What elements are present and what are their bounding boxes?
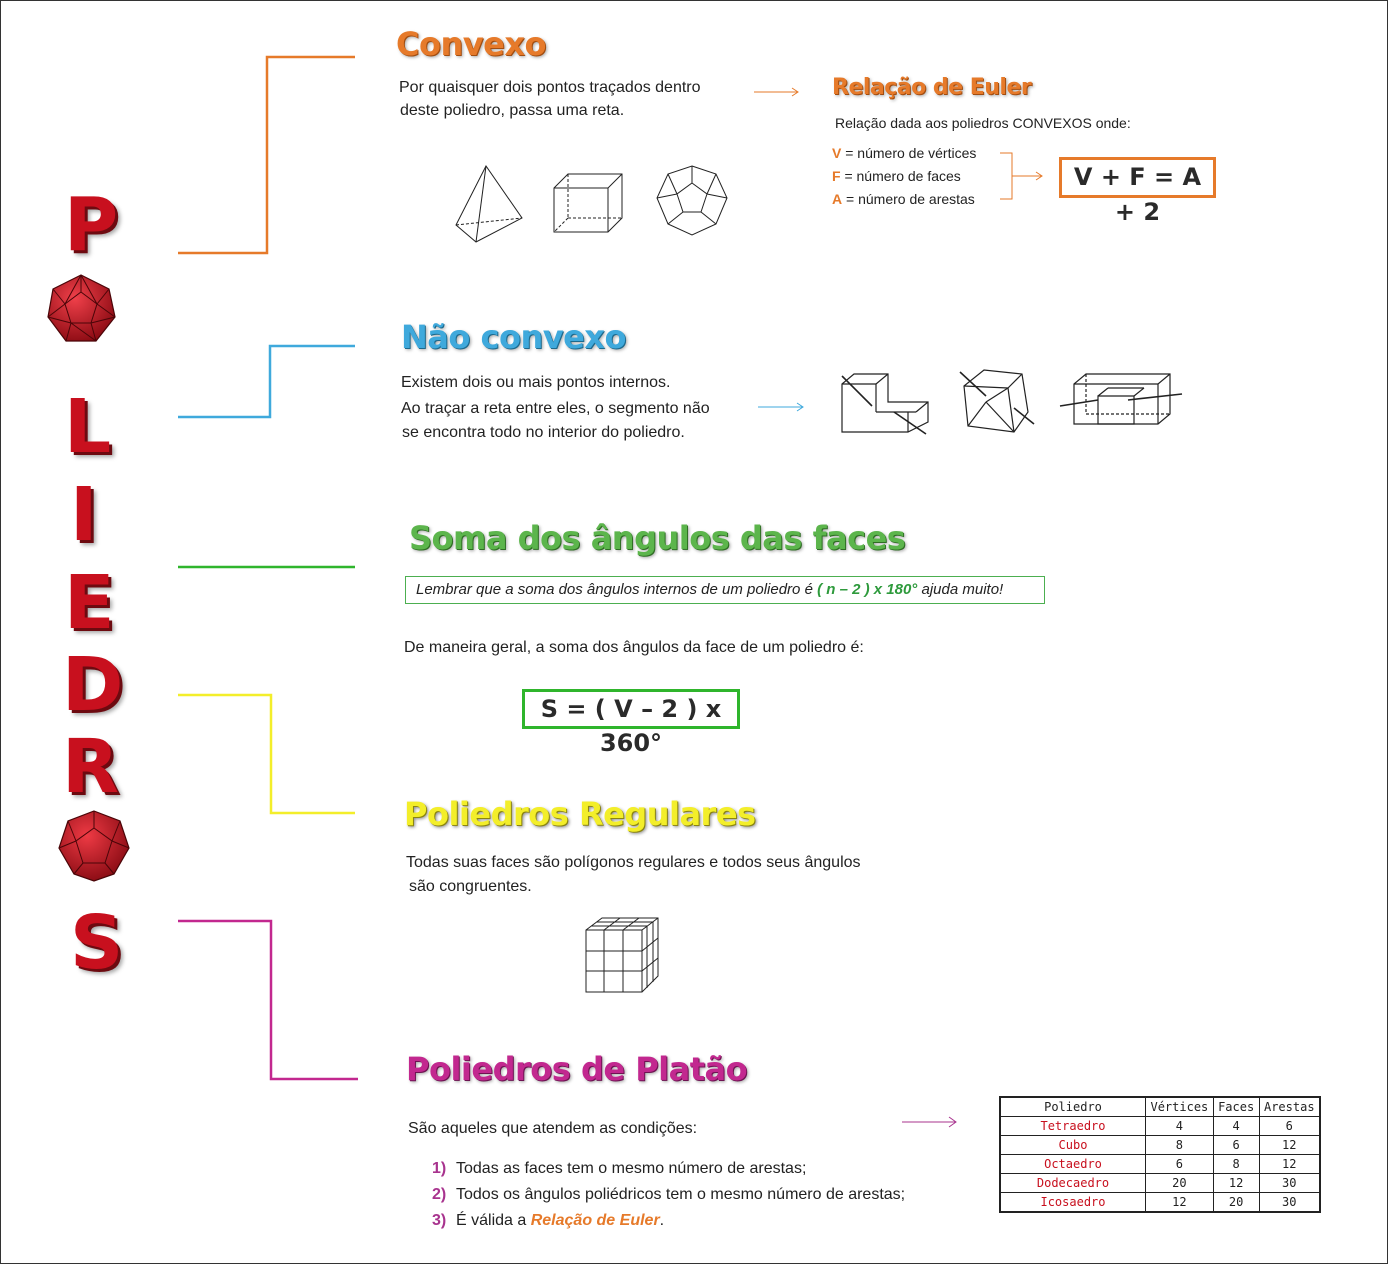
pyramid-icon (456, 166, 522, 242)
table-cell: Icosaedro (1000, 1193, 1146, 1213)
euler-var-f (832, 164, 961, 188)
euler-var-desc: = número de arestas (846, 191, 975, 207)
connector-regulares (178, 695, 355, 813)
dodecahedron-icon (657, 166, 727, 235)
table-row (1000, 1193, 1320, 1213)
regulares-text-line2: são congruentes. (409, 878, 532, 895)
platao-condition-3 (432, 1209, 664, 1233)
arrow-platao-table (902, 1117, 956, 1127)
table-cell: 6 (1213, 1136, 1259, 1155)
table-cell: Dodecaedro (1000, 1174, 1146, 1193)
table-cell: 30 (1259, 1193, 1320, 1213)
condition-number: 2) (432, 1186, 447, 1203)
platao-title: Poliedros de Platão (406, 1050, 748, 1088)
euler-var-letter: A (832, 191, 843, 207)
platonic-solids-table (999, 1096, 1321, 1213)
table-cell: 12 (1259, 1136, 1320, 1155)
table-cell: 12 (1259, 1155, 1320, 1174)
regulares-text-line1: Todas suas faces são polígonos regulares e todos seus ângulos (406, 854, 861, 871)
table-row (1000, 1117, 1320, 1136)
table-cell: 4 (1213, 1117, 1259, 1136)
soma-text: De maneira geral, a soma dos ângulos da face de um poliedro é: (404, 639, 864, 656)
condition-highlight: Relação de Euler (530, 1212, 660, 1229)
non-convex-solids-illustration (836, 362, 1188, 442)
arrow-convexo-euler (754, 88, 798, 96)
connector-platao (178, 921, 358, 1079)
title-letter-s: S (70, 900, 124, 986)
condition-number: 1) (432, 1160, 447, 1177)
dented-cube-icon (960, 370, 1034, 432)
soma-note-formula: ( n – 2 ) x 180° (817, 581, 918, 598)
nao-convexo-text-line3: se encontra todo no interior do poliedro. (402, 424, 685, 441)
table-cell: 12 (1213, 1174, 1259, 1193)
euler-var-letter: V (832, 145, 842, 161)
euler-var-letter: F (832, 168, 841, 184)
condition-text: Todas as faces tem o mesmo número de arestas; (456, 1160, 807, 1177)
condition-number: 3) (432, 1212, 447, 1229)
euler-bracket (1000, 153, 1042, 199)
u-shape-solid-icon (1060, 374, 1182, 424)
euler-intro: Relação dada aos poliedros CONVEXOS onde: (835, 115, 1131, 131)
table-cell: 12 (1146, 1193, 1214, 1213)
title-letter-e: E (64, 560, 115, 646)
platao-condition-1 (432, 1157, 806, 1181)
table-row (1000, 1136, 1320, 1155)
title-letter-l: L (64, 384, 112, 470)
soma-formula: S = ( V – 2 ) x 360° (522, 689, 740, 729)
table-cell: Octaedro (1000, 1155, 1146, 1174)
cube-icon (554, 174, 622, 232)
table-cell: 8 (1213, 1155, 1259, 1174)
convexo-text-line1: Por quaisquer dois pontos traçados dentro (399, 79, 701, 96)
convexo-text-line2: deste poliedro, passa uma reta. (400, 102, 625, 119)
euler-var-a (832, 187, 975, 211)
euler-formula: V + F = A + 2 (1059, 157, 1216, 198)
convex-solids-illustration (450, 160, 740, 244)
convexo-title: Convexo (396, 25, 546, 63)
nao-convexo-text-line1: Existem dois ou mais pontos internos. (401, 374, 671, 391)
table-header-cell: Arestas (1259, 1097, 1320, 1117)
table-cell: 30 (1259, 1174, 1320, 1193)
soma-note (405, 576, 1045, 604)
platao-condition-2 (432, 1183, 905, 1207)
soma-title: Soma dos ângulos das faces (409, 519, 906, 557)
table-cell: 4 (1146, 1117, 1214, 1136)
table-header-cell: Vértices (1146, 1097, 1214, 1117)
soma-note-prefix: Lembrar que a soma dos ângulos internos de um poliedro é (416, 581, 813, 598)
condition-text: É válida a (456, 1212, 531, 1229)
table-header-cell: Poliedro (1000, 1097, 1146, 1117)
table-cell: 6 (1259, 1117, 1320, 1136)
condition-end: . (659, 1212, 665, 1229)
table-cell: Cubo (1000, 1136, 1146, 1155)
regulares-title: Poliedros Regulares (404, 795, 756, 833)
euler-title: Relação de Euler (832, 75, 1032, 100)
table-cell: 20 (1213, 1193, 1259, 1213)
arrow-nao-convexo (758, 403, 803, 411)
euler-var-desc: = número de vértices (845, 145, 977, 161)
table-cell: 8 (1146, 1136, 1214, 1155)
connector-nao-convexo (178, 346, 355, 417)
table-row (1000, 1174, 1320, 1193)
soma-note-suffix: ajuda muito! (921, 581, 1004, 598)
table-header-row (1000, 1097, 1320, 1117)
title-letter-p: P (64, 182, 119, 268)
condition-text: Todos os ângulos poliédricos tem o mesmo número de arestas; (456, 1186, 906, 1203)
table-row (1000, 1155, 1320, 1174)
table-cell: Tetraedro (1000, 1117, 1146, 1136)
platao-intro: São aqueles que atendem as condições: (408, 1120, 698, 1137)
rubik-cube-icon (582, 916, 662, 996)
table-cell: 20 (1146, 1174, 1214, 1193)
table-cell: 6 (1146, 1155, 1214, 1174)
connector-convexo (178, 57, 355, 253)
euler-var-desc: = número de faces (844, 168, 961, 184)
euler-var-v (832, 141, 976, 165)
nao-convexo-text-line2: Ao traçar a reta entre eles, o segmento não (401, 400, 710, 417)
table-header-cell: Faces (1213, 1097, 1259, 1117)
nao-convexo-title: Não convexo (401, 318, 626, 356)
title-letter-d: D (62, 642, 124, 728)
l-shape-solid-icon (842, 374, 928, 434)
title-letter-i: I (70, 472, 98, 558)
title-letter-r: R (62, 724, 119, 810)
